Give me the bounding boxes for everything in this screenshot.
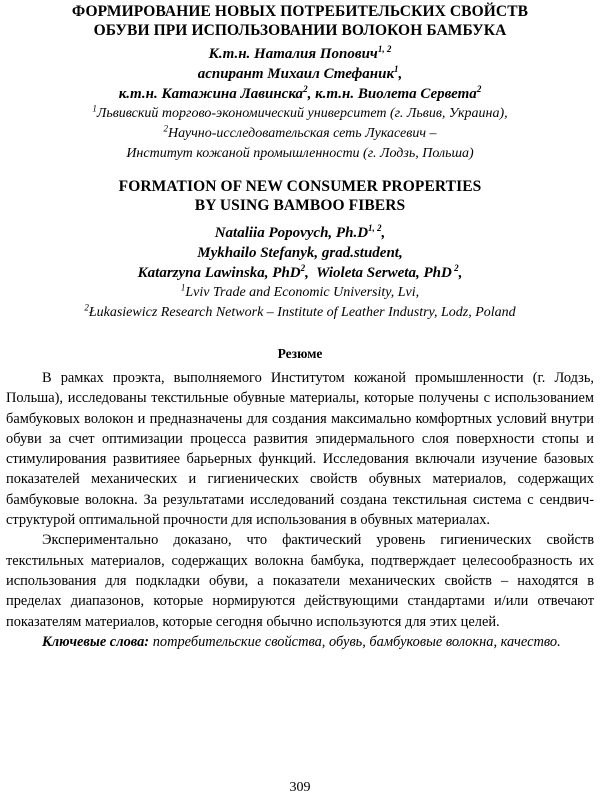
affiliation-en-1 xyxy=(6,283,594,303)
abstract-paragraph-1: В рамках проэкта, выполняемого Институтом кожаной промышленности (г. Лодзь, Польша), исследованы текстильные обувные материалы, которые получены с использованием бамбуковых волокон и предназначены для создания максимально комфортных условий внутри обуви за счет оптимизации процесса развития эпидермального слоя поверхности стопы и стимулирования развитияее барьерных функций. Исследования включали изучение базовых показателей механических и гигиенических свойств обувных материалов, содержащих бамбуковые волокна. За результатами исследований создана текстильная система с сендвич-структурой оптимальной прочности для использования в обувных материалах. xyxy=(6,370,594,529)
author-en-2: Mykhailo Stefanyk, grad.student, xyxy=(197,245,403,261)
author-en-3-separator: , xyxy=(305,265,317,281)
authors-ru xyxy=(6,44,594,104)
author-ru-2-separator: , xyxy=(398,66,403,82)
title-ru xyxy=(6,2,594,40)
authors-en-line1 xyxy=(6,223,594,243)
author-ru-1-affiliation-mark: 1, 2 xyxy=(377,44,392,54)
affiliation-en-1-mark: 1 xyxy=(180,282,186,293)
abstract-paragraph-2: Экспериментально доказано, что фактический уровень гигиенических свойств текстильных материалов, содержащих волокна бамбука, подтверждает целесообразность их использования для подкладки обуви, а показатели механических свойств – находятся в пределах диапазонов, которые нормируются действующими стандартами и/или отвечают показателям материалов, которые сегодня обычно используются для этих целей. xyxy=(6,532,594,630)
authors-en xyxy=(6,223,594,283)
abstract-heading: Резюме xyxy=(277,346,323,361)
author-ru-4-affiliation-mark: 2 xyxy=(476,84,482,94)
authors-ru-line2 xyxy=(6,64,594,84)
affiliation-ru-2-mark: 2 xyxy=(163,123,168,134)
author-ru-1: К.т.н. Наталия Попович xyxy=(208,46,378,62)
affiliations-ru xyxy=(6,104,594,164)
author-en-1-separator: , xyxy=(381,225,386,241)
keywords-text: потребительские свойства, обувь, бамбуковые волокна, качество. xyxy=(149,633,561,650)
title-en-line2: BY USING BAMBOO FIBERS xyxy=(194,197,406,214)
author-en-4: Wioleta Serweta, PhD xyxy=(316,265,452,281)
author-en-4-separator: , xyxy=(458,265,463,281)
affiliation-en-2-mark: 2 xyxy=(84,302,89,313)
affiliation-ru-1-mark: 1 xyxy=(92,103,97,114)
affiliation-ru-2-text-line1: Научно-исследовательская сеть Лукасевич – xyxy=(167,126,437,141)
author-ru-2-affiliation-mark: 1 xyxy=(394,64,399,74)
authors-en-line3 xyxy=(6,263,594,283)
abstract-body xyxy=(6,368,594,652)
title-ru-line1: ФОРМИРОВАНИЕ НОВЫХ ПОТРЕБИТЕЛЬСКИХ СВОЙСТВ xyxy=(71,3,529,20)
affiliation-ru-1-text: Львивский торгово-экономический университет (г. Львив, Украина), xyxy=(96,106,508,121)
author-ru-2: аспирант Михаил Стефаник xyxy=(197,66,395,82)
affiliation-en-2-text: Łukasiewicz Research Network – Institute of Leather Industry, Lodz, Poland xyxy=(88,305,516,320)
authors-en-line2 xyxy=(6,243,594,263)
affiliation-ru-2 xyxy=(6,124,594,144)
title-ru-line2: ОБУВИ ПРИ ИСПОЛЬЗОВАНИИ ВОЛОКОН БАМБУКА xyxy=(93,22,507,39)
author-en-3: Katarzyna Lawinska, PhD xyxy=(137,265,301,281)
affiliation-en-1-text: Lviv Trade and Economic University, Lvi, xyxy=(185,285,420,300)
author-ru-3: к.т.н. Катажина Лавинска xyxy=(118,86,304,102)
author-ru-4: к.т.н. Виолета Сервета xyxy=(315,86,477,102)
affiliation-en-2 xyxy=(6,303,594,323)
author-en-4-affiliation-mark: 2 xyxy=(451,263,459,273)
author-ru-3-separator: , xyxy=(307,86,316,102)
affiliation-ru-2-continued: Институт кожаной промышленности (г. Лодзь, Польша) xyxy=(126,146,474,161)
page-number: 309 xyxy=(289,780,311,795)
keywords-label: Ключевые слова: xyxy=(42,633,150,650)
authors-ru-line1 xyxy=(6,44,594,64)
author-ru-3-affiliation-mark: 2 xyxy=(303,84,308,94)
title-en-line1: FORMATION OF NEW CONSUMER PROPERTIES xyxy=(118,178,482,195)
affiliation-ru-1 xyxy=(6,104,594,124)
keywords-paragraph xyxy=(6,632,594,652)
author-en-1: Nataliia Popovych, Ph.D xyxy=(214,225,369,241)
title-en xyxy=(6,177,594,215)
author-en-1-affiliation-mark: 1, 2 xyxy=(368,223,382,233)
affiliations-en xyxy=(6,283,594,323)
author-en-3-affiliation-mark: 2 xyxy=(300,263,306,273)
authors-ru-line3 xyxy=(6,84,594,104)
